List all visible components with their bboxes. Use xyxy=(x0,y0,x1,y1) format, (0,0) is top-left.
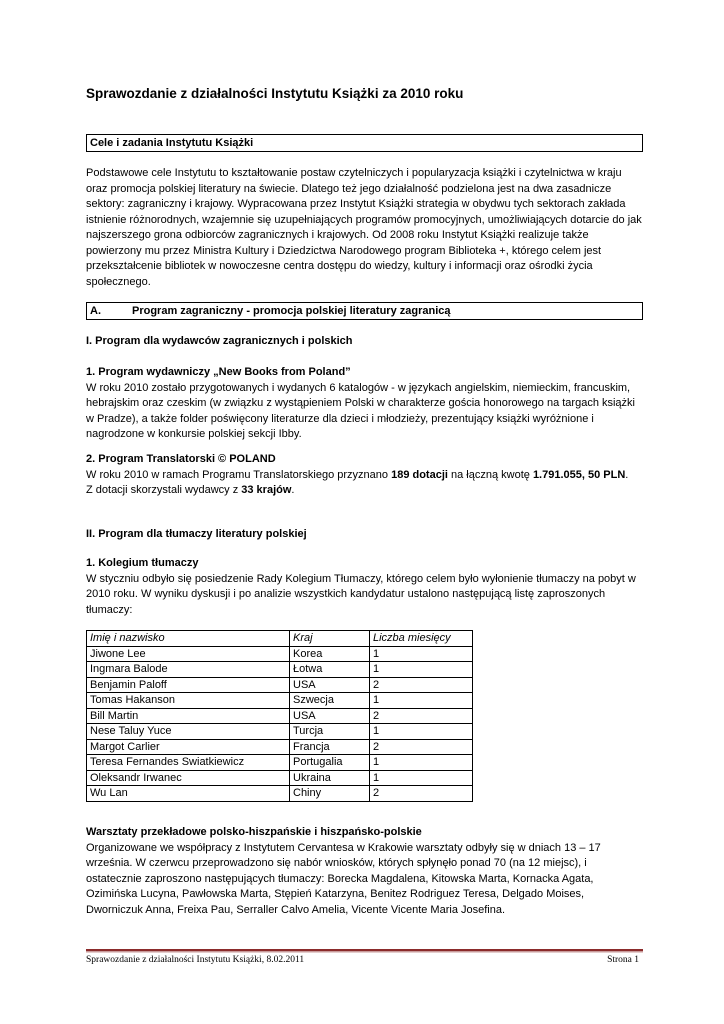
column-header-months: Liczba miesięcy xyxy=(370,631,473,647)
section-a-heading xyxy=(86,302,643,320)
program-1-sub1-heading: 1. Program wydawniczy „New Books from Poland” xyxy=(86,366,351,378)
program-1-sub2-body: W roku 2010 w ramach Programu Translatorskiego przyznano 189 dotacji na łączną kwotę 1.791.055, 50 PLN. Z dotacji skorzystali wydawcy z 33 krajów. xyxy=(86,468,629,496)
workshops-body: Organizowane we współpracy z Instytutem Cervantesa w Krakowie warsztaty odbyły się w dniach 13 – 17 września. W czerwcu przeprowadzono się nabór wniosków, których spłynęło ponad 70 (na 12 miejsc), i ostatecznie zaproszono następujących tłumaczy: Borecka Magdalena, Kitowska Marta, Kornacka Agata, Ozimińska Lucyna, Pawłowska Marta, Stępień Katarzyna, Benitez Rodriguez Teresa, Delgado Moises, Dworniczuk Anna, Freixa Pau, Serraller Calvo Amelia, Vicente Vicente Maria Josefina. xyxy=(86,841,601,916)
table-cell: Łotwa xyxy=(290,662,370,678)
program-1-sub2-heading: 2. Program Translatorski © POLAND xyxy=(86,453,276,465)
table-cell: 1 xyxy=(370,646,473,662)
table-cell: Portugalia xyxy=(290,755,370,771)
table-cell: 1 xyxy=(370,693,473,709)
table-cell: 2 xyxy=(370,786,473,802)
table-cell: Teresa Fernandes Swiatkiewicz xyxy=(87,755,290,771)
table-cell: USA xyxy=(290,677,370,693)
table-row xyxy=(87,662,473,678)
grants-count: 189 dotacji xyxy=(391,468,448,481)
table-cell: Margot Carlier xyxy=(87,739,290,755)
footer-document-info: Sprawozdanie z działalności Instytutu Książki, 8.02.2011 xyxy=(86,955,305,965)
translators-table xyxy=(86,630,473,802)
table-row xyxy=(87,739,473,755)
table-cell: Ingmara Balode xyxy=(87,662,290,678)
table-cell: Turcja xyxy=(290,724,370,740)
table-cell: 1 xyxy=(370,770,473,786)
table-cell: 2 xyxy=(370,739,473,755)
grants-amount: 1.791.055, 50 PLN xyxy=(532,468,626,481)
table-cell: Tomas Hakanson xyxy=(87,693,290,709)
program-2-sub1-heading: 1. Kolegium tłumaczy xyxy=(86,557,199,569)
table-cell: Ukraina xyxy=(290,770,370,786)
table-row xyxy=(87,677,473,693)
table-cell: Benjamin Paloff xyxy=(87,677,290,693)
column-header-country: Kraj xyxy=(290,631,370,647)
countries-count: 33 krajów xyxy=(241,484,292,496)
table-row xyxy=(87,770,473,786)
program-1-sub1-body: W roku 2010 zostało przygotowanych i wydanych 6 katalogów - w językach angielskim, niemieckim, francuskim, hebrajskim oraz czeskim (w związku z wystąpieniem Polski w charakterze gościa honorowego na targach książki w Pradze), a także folder poświęcony literaturze dla dzieci i młodzieży, prezentujący książki wyróżnione i nagrodzone w konkursie polskiej sekcji Ibby. xyxy=(86,381,635,440)
table-cell: Korea xyxy=(290,646,370,662)
table-cell: Nese Taluy Yuce xyxy=(87,724,290,740)
table-cell: Oleksandr Irwanec xyxy=(87,770,290,786)
document-title: Sprawozdanie z działalności Instytutu Książki za 2010 roku xyxy=(86,86,464,101)
table-cell: USA xyxy=(290,708,370,724)
table-cell: 2 xyxy=(370,708,473,724)
table-cell: Szwecja xyxy=(290,693,370,709)
table-row xyxy=(87,755,473,771)
column-header-name: Imię i nazwisko xyxy=(87,631,290,647)
table-cell: Chiny xyxy=(290,786,370,802)
table-cell: Wu Lan xyxy=(87,786,290,802)
section-a-label: A. xyxy=(90,305,101,317)
program-2-heading: II. Program dla tłumaczy literatury polskiej xyxy=(86,528,307,540)
table-header-row xyxy=(87,631,473,647)
page-number: Strona 1 xyxy=(607,955,639,965)
table-row xyxy=(87,646,473,662)
section-a-title: Program zagraniczny - promocja polskiej literatury zagranicą xyxy=(132,305,451,317)
table-cell: 1 xyxy=(370,724,473,740)
footer-divider xyxy=(86,949,643,951)
table-cell: Bill Martin xyxy=(87,708,290,724)
table-row xyxy=(87,724,473,740)
section-goals-heading: Cele i zadania Instytutu Książki xyxy=(86,134,643,152)
page-footer xyxy=(86,955,639,965)
table-row xyxy=(87,708,473,724)
table-row xyxy=(87,786,473,802)
program-2-sub1-body: W styczniu odbyło się posiedzenie Rady Kolegium Tłumaczy, którego celem było wyłonienie tłumaczy na pobyt w 2010 roku. W wyniku dyskusji i po analizie wszystkich kandydatur ustalono następującą listę zaproszonych tłumaczy: xyxy=(86,572,636,616)
table-cell: Jiwone Lee xyxy=(87,646,290,662)
table-cell: 1 xyxy=(370,662,473,678)
table-cell: 1 xyxy=(370,755,473,771)
table-cell: Francja xyxy=(290,739,370,755)
section-goals-body: Podstawowe cele Instytutu to kształtowanie postaw czytelniczych i popularyzacja książki i czytelnictwa w kraju oraz promocja polskiej literatury na świecie. Dlatego też jego działalność podzielona jest na dwa zasadnicze sektory: zagraniczny i krajowy. Wypracowana przez Instytut Książki strategia w obydwu tych sektorach zakłada istnienie różnorodnych, wzajemnie się uzupełniających programów promocyjnych, umożliwiających dotarcie do jak najszerszego grona odbiorców zagranicznych i krajowych. Od 2008 roku Instytut Książki realizuje także powierzony mu przez Ministra Kultury i Dziedzictwa Narodowego program Biblioteka +, którego celem jest przekształcenie bibliotek w nowoczesne centra dostępu do wiedzy, kultury i informacji oraz ośrodki życia społecznego. xyxy=(86,167,642,288)
table-cell: 2 xyxy=(370,677,473,693)
table-row xyxy=(87,693,473,709)
workshops-heading: Warsztaty przekładowe polsko-hiszpańskie i hiszpańsko-polskie xyxy=(86,826,422,838)
program-1-heading: I. Program dla wydawców zagranicznych i polskich xyxy=(86,335,353,347)
